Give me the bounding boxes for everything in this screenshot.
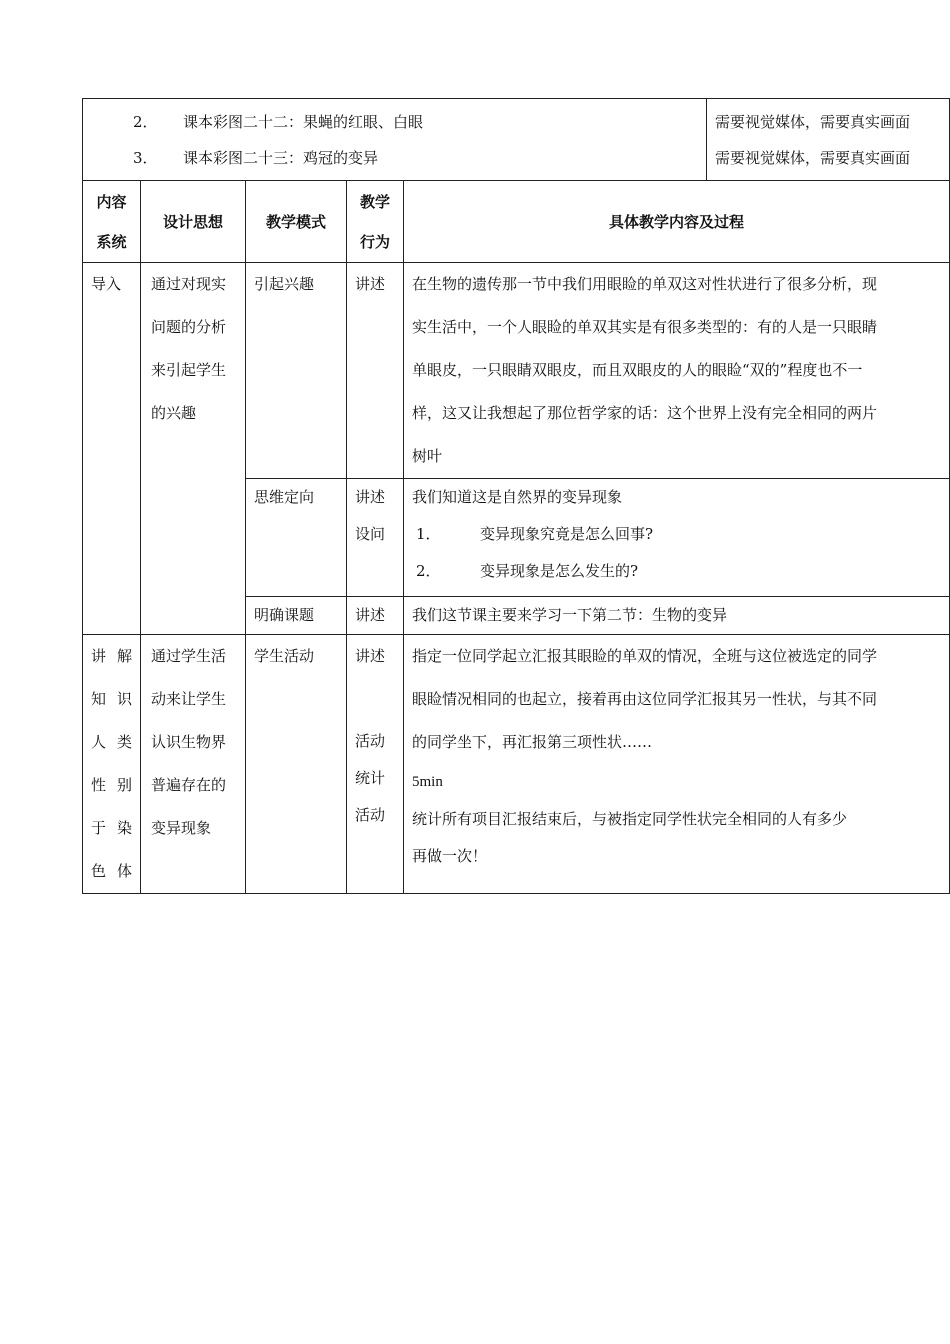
media-item-number: 3．	[133, 149, 158, 167]
teaching-table	[82, 180, 950, 894]
intro-content-topic: 我们这节课主要来学习一下第二节：生物的变异	[404, 597, 950, 635]
lesson-plan-document	[82, 98, 949, 894]
intro-system-label: 导入	[91, 275, 122, 293]
media-list-cell	[83, 99, 707, 181]
intro-behavior-topic: 讲述	[347, 597, 404, 635]
lecture-system-cell: 讲 解 知 识 人 类 性 别 于 染 色 体	[83, 635, 141, 894]
intro-content-orientation: 我们知道这是自然界的变异现象 1． 变异现象究竟是怎么回事? 2． 变异现象是怎么发生的?	[404, 479, 950, 597]
intro-behavior-interest: 讲述	[347, 263, 404, 479]
intro-row-interest	[83, 263, 950, 479]
intro-system-cell	[83, 263, 141, 635]
intro-design-cell: 通过对现实 问题的分析 来引起学生 的兴趣	[141, 263, 246, 635]
intro-mode-orientation: 思维定向	[246, 479, 347, 597]
media-item	[93, 104, 696, 140]
header-teaching-behavior: 教学 行为	[347, 181, 404, 263]
lecture-behavior-cell: 讲述 活动 统计 活动	[347, 635, 404, 894]
media-table	[82, 98, 950, 181]
intro-content-interest: 在生物的遗传那一节中我们用眼睑的单双这对性状进行了很多分析，现 实生活中，一个人眼睑的单双其实是有很多类型的：有的人是一只眼睛 单眼皮，一只眼睛双眼皮，而且双眼皮的人的眼睑“双的”程度也不一 样，这又让我想起了那位哲学家的话：这个世界上没有完全相同的两片 树叶	[404, 263, 950, 479]
header-teaching-mode: 教学模式	[246, 181, 347, 263]
media-note: 需要视觉媒体，需要真实画面	[715, 113, 911, 131]
question-item: 1． 变异现象究竟是怎么回事?	[416, 525, 654, 543]
media-item-text: 课本彩图二十二：果蝇的红眼、白眼	[183, 113, 424, 131]
header-row	[83, 181, 950, 263]
lecture-mode-cell: 学生活动	[246, 635, 347, 894]
lecture-row	[83, 635, 950, 894]
question-item: 2． 变异现象是怎么发生的?	[416, 562, 639, 580]
header-design-idea: 设计思想	[141, 181, 246, 263]
intro-mode-interest: 引起兴趣	[246, 263, 347, 479]
media-note: 需要视觉媒体，需要真实画面	[715, 149, 911, 167]
lecture-design-cell: 通过学生活 动来让学生 认识生物界 普遍存在的 变异现象	[141, 635, 246, 894]
intro-behavior-orientation: 讲述 设问	[347, 479, 404, 597]
header-teaching-content: 具体教学内容及过程	[404, 181, 950, 263]
media-item-number: 2．	[133, 113, 158, 131]
media-item	[93, 140, 696, 176]
media-item-text: 课本彩图二十三：鸡冠的变异	[183, 149, 379, 167]
media-note-cell	[707, 99, 950, 181]
intro-mode-topic: 明确课题	[246, 597, 347, 635]
lecture-content-cell: 指定一位同学起立汇报其眼睑的单双的情况，全班与这位被选定的同学 眼睑情况相同的也起立，接着再由这位同学汇报其另一性状，与其不同 的同学坐下，再汇报第三项性状…… 5min 统计所有项目汇报结束后，与被指定同学性状完全相同的人有多少 再做一次！	[404, 635, 950, 894]
header-content-system: 内容 系统	[83, 181, 141, 263]
